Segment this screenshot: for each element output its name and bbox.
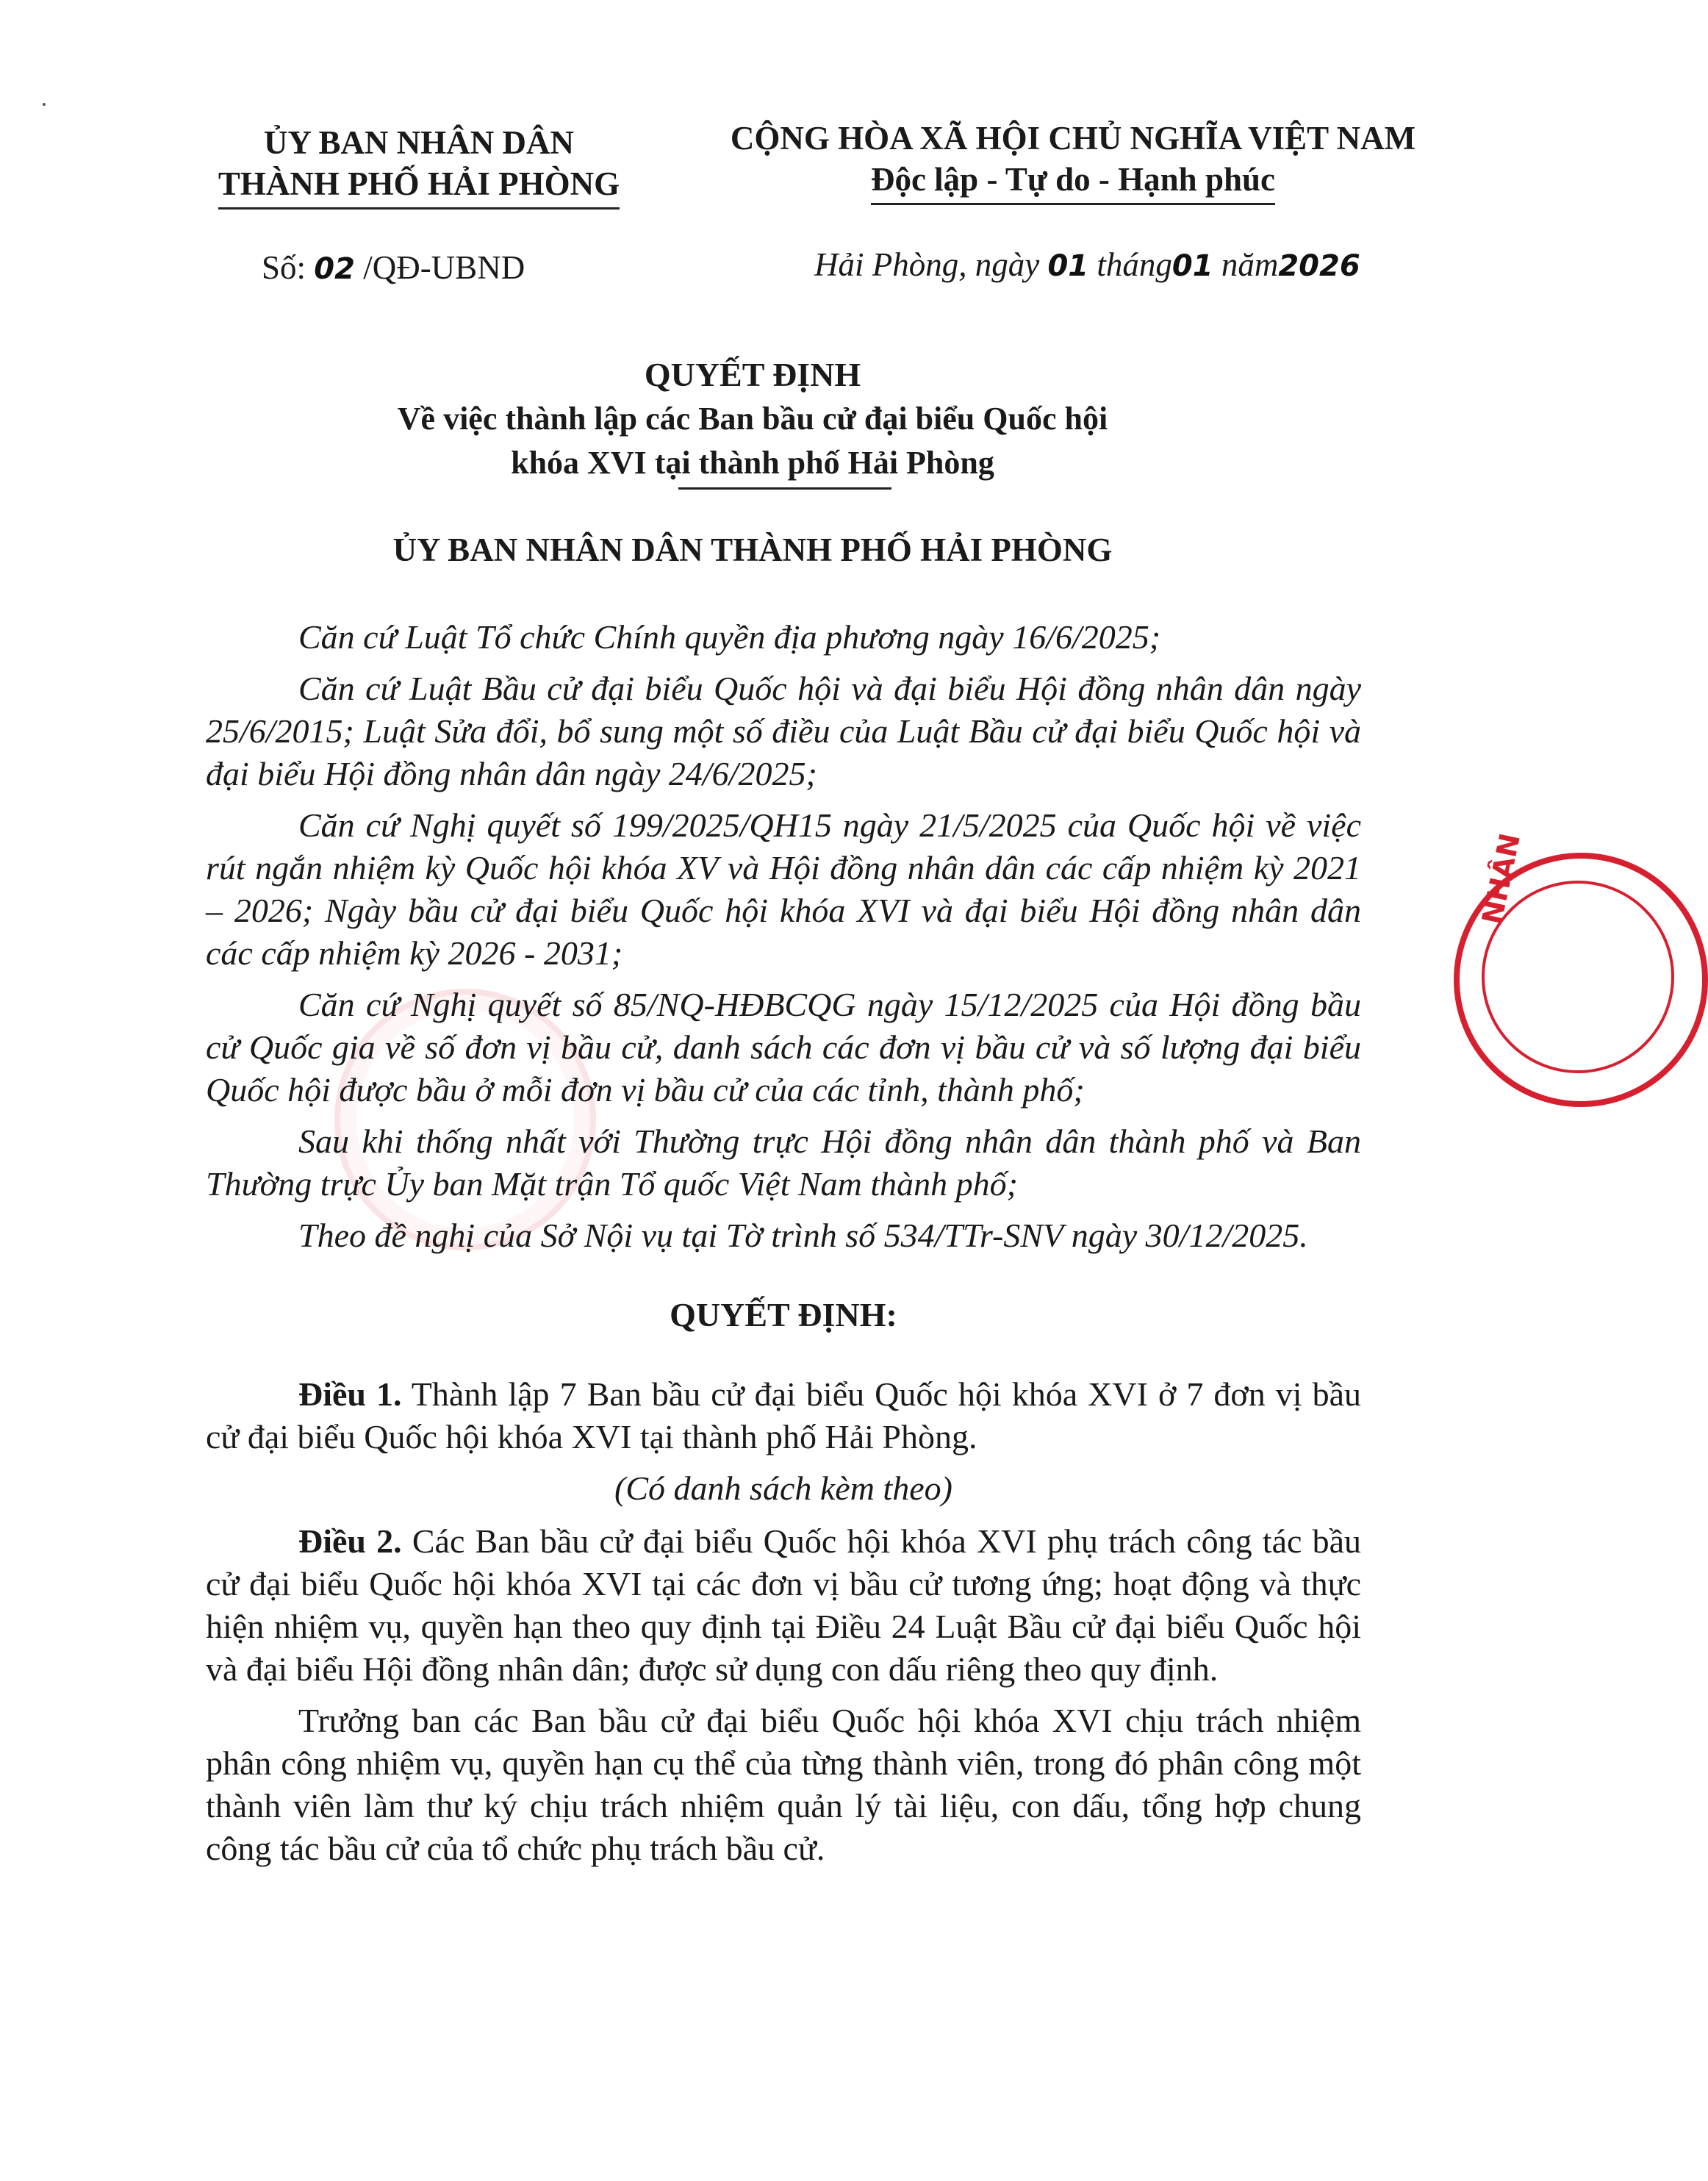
red-seal-stamp	[1454, 830, 1708, 1107]
document-subject-line-1: Về việc thành lập các Ban bầu cử đại biểu Quốc hội	[397, 401, 1108, 437]
article-2-paragraph-2: Trưởng ban các Ban bầu cử đại biểu Quốc hội khóa XVI chịu trách nhiệm phân công nhiệm vụ, quyền hạn cụ thể của từng thành viên, trong đó phân công một thành viên làm thư ký chịu trách nhiệm quản lý tài liệu, con dấu, tổng hợp chung công tác bầu cử của tổ chức phụ trách bầu cử.	[206, 1702, 1361, 1867]
legal-basis-1: Căn cứ Luật Tổ chức Chính quyền địa phương ngày 16/6/2025;	[298, 618, 1161, 656]
legal-basis-5: Sau khi thống nhất với Thường trực Hội đồng nhân dân thành phố và Ban Thường trực Ủy ban Mặt trận Tổ quốc Việt Nam thành phố;	[206, 1122, 1361, 1203]
document-subject-line-2	[0, 441, 1505, 485]
date-place: Hải Phòng, ngày	[814, 246, 1040, 283]
document-body	[206, 616, 1361, 1879]
date-year: 2026	[1278, 249, 1360, 283]
issuing-authority	[147, 122, 691, 209]
seal-text: NHÂN	[1476, 830, 1526, 928]
date-month-label: tháng	[1097, 246, 1172, 283]
decision-authority: ỦY BAN NHÂN DÂN THÀNH PHỐ HẢI PHÒNG	[392, 531, 1113, 568]
national-heading	[691, 118, 1455, 205]
document-number	[262, 248, 525, 287]
date-month: 01	[1171, 249, 1213, 283]
article-2-text: Các Ban bầu cử đại biểu Quốc hội khóa XVI phụ trách công tác bầu cử đại biểu Quốc hội khóa XVI tại các đơn vị bầu cử tương ứng; hoạt động và thực hiện nhiệm vụ, quyền hạn theo quy định tại Điều 24 Luật Bầu cử đại biểu Quốc hội và đại biểu Hội đồng nhân dân; được sử dụng con dấu riêng theo quy định.	[206, 1522, 1361, 1688]
legal-basis-2: Căn cứ Luật Bầu cử đại biểu Quốc hội và đại biểu Hội đồng nhân dân ngày 25/6/2015; Luật Sửa đổi, bổ sung một số điều của Luật Bầu cử đại biểu Quốc hội và đại biểu Hội đồng nhân dân ngày 24/6/2025;	[206, 670, 1361, 792]
article-1	[206, 1373, 1361, 1458]
legal-basis-6: Theo đề nghị của Sở Nội vụ tại Tờ trình số 534/TTr-SNV ngày 30/12/2025.	[298, 1217, 1308, 1254]
issue-date	[814, 246, 1360, 284]
authority-line-2: THÀNH PHỐ HẢI PHÒNG	[218, 163, 620, 209]
legal-basis-4: Căn cứ Nghị quyết số 85/NQ-HĐBCQG ngày 15/12/2025 của Hội đồng bầu cử Quốc gia về số đơn vị bầu cử, danh sách các đơn vị bầu cử và số lượng đại biểu Quốc hội được bầu ở mỗi đơn vị bầu cử của các tỉnh, thành phố;	[206, 986, 1361, 1109]
article-1-text: Thành lập 7 Ban bầu cử đại biểu Quốc hội khóa XVI ở 7 đơn vị bầu cử đại biểu Quốc hội khóa XVI tại thành phố Hải Phòng.	[206, 1375, 1362, 1455]
article-2-label: Điều 2.	[298, 1522, 402, 1560]
attachment-note: (Có danh sách kèm theo)	[614, 1469, 952, 1507]
authority-line-1: ỦY BAN NHÂN DÂN	[263, 124, 575, 161]
national-motto: Độc lập - Tự do - Hạnh phúc	[871, 159, 1275, 205]
article-1-label: Điều 1.	[298, 1375, 402, 1413]
document-title: QUYẾT ĐỊNH	[644, 356, 861, 393]
date-year-label: năm	[1221, 246, 1279, 283]
legal-basis-3: Căn cứ Nghị quyết số 199/2025/QH15 ngày 21/5/2025 của Quốc hội về việc rút ngắn nhiệm kỳ Quốc hội khóa XV và Hội đồng nhân dân các cấp nhiệm kỳ 2021 – 2026; Ngày bầu cử đại biểu Quốc hội khóa XVI và đại biểu Hội đồng nhân dân các cấp nhiệm kỳ 2026 - 2031;	[206, 806, 1361, 972]
number-suffix: /QĐ-UBND	[363, 249, 525, 286]
article-2	[206, 1520, 1361, 1691]
date-day: 01	[1047, 249, 1089, 283]
number-prefix: Số:	[262, 249, 306, 286]
scan-speck	[43, 103, 46, 106]
nation-name: CỘNG HÒA XÃ HỘI CHỦ NGHĨA VIỆT NAM	[730, 120, 1416, 157]
decision-heading: QUYẾT ĐỊNH:	[670, 1296, 897, 1333]
subject-line-2-text: khóa XVI tại thành phố Hải Phòng	[511, 441, 994, 485]
number-handwritten: 02	[314, 252, 355, 286]
